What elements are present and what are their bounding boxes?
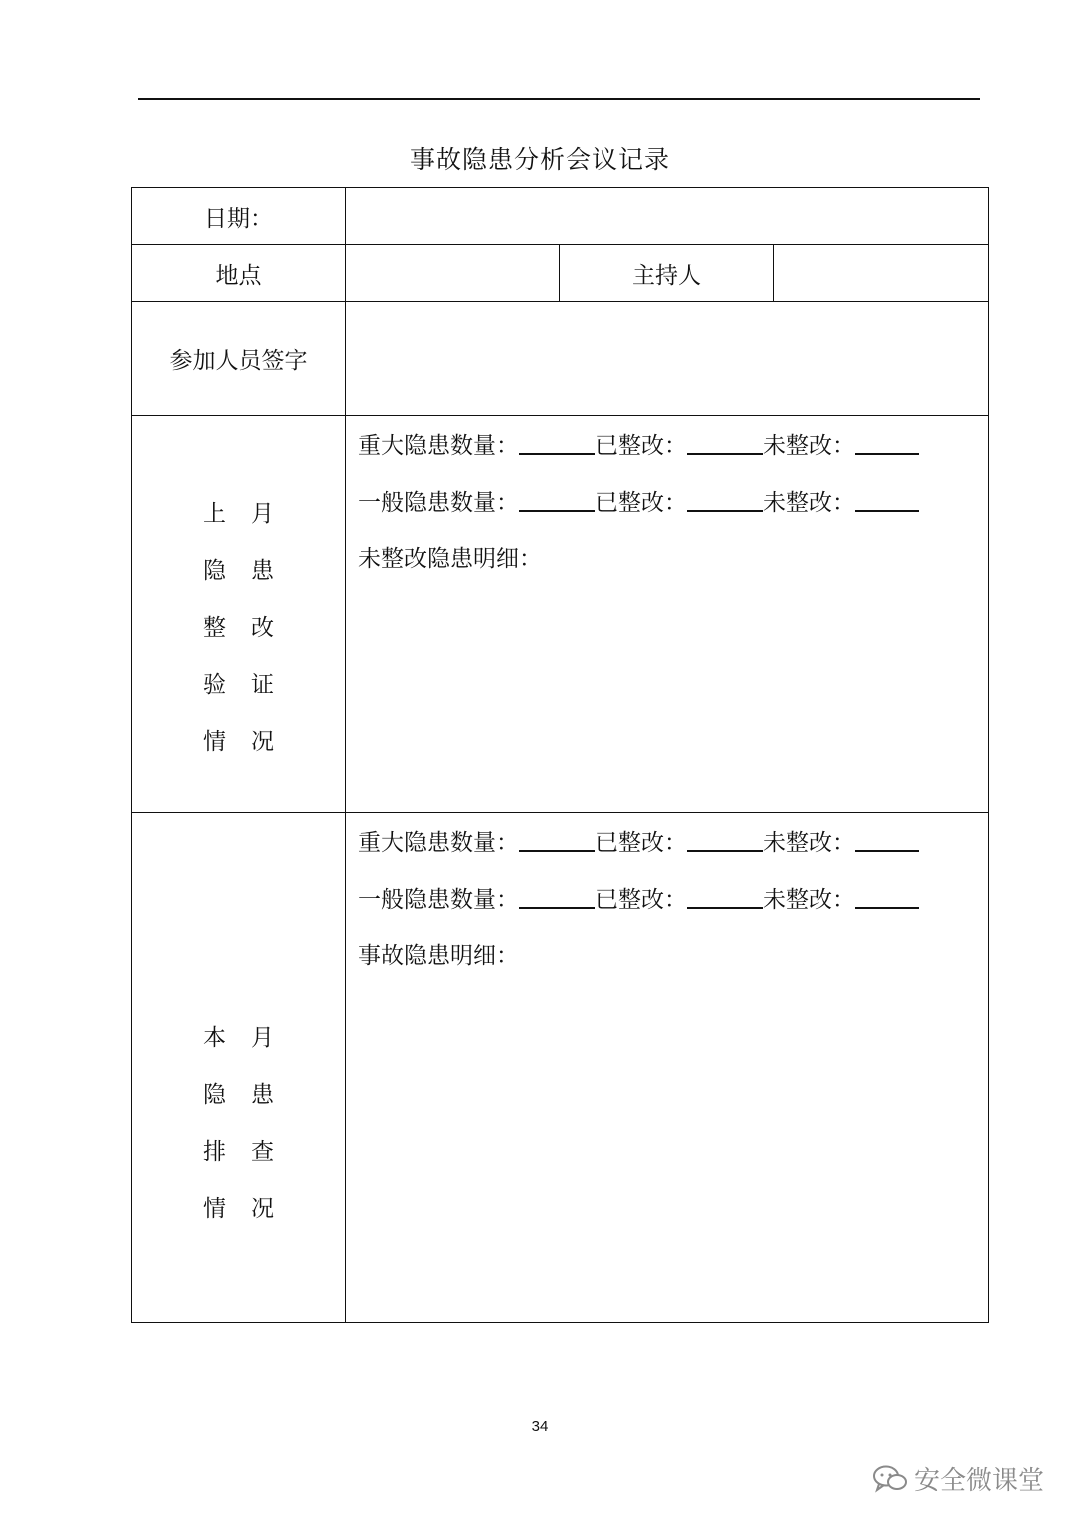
- unrectified-blank[interactable]: [855, 883, 919, 909]
- this-month-content: [346, 813, 989, 1323]
- header-rule: [138, 98, 980, 100]
- label-char: 隐: [203, 1081, 226, 1108]
- unrectified-blank[interactable]: [855, 826, 919, 852]
- attendees-label: 参加人员签字: [132, 302, 346, 416]
- label-char: 患: [251, 557, 274, 584]
- unrectified-blank[interactable]: [855, 429, 919, 455]
- label-char: 整: [203, 614, 226, 641]
- document-title: 事故隐患分析会议记录: [409, 145, 670, 174]
- unrectified-blank[interactable]: [855, 486, 919, 512]
- label-char: 排: [203, 1138, 226, 1165]
- label-char: 验: [203, 671, 226, 698]
- date-field[interactable]: [346, 188, 989, 245]
- label-char: 查: [251, 1138, 274, 1165]
- major-hazard-count-label: 重大隐患数量：: [358, 830, 519, 856]
- rectified-label: 已整改：: [595, 887, 687, 913]
- major-hazard-count-label: 重大隐患数量：: [358, 433, 519, 459]
- wechat-icon: [872, 1464, 908, 1494]
- label-char: 改: [251, 614, 274, 641]
- unrectified-label: 未整改：: [763, 490, 855, 516]
- general-hazard-count-label: 一般隐患数量：: [358, 490, 519, 516]
- location-label: 地点: [132, 245, 346, 302]
- page-number: 34: [531, 1418, 549, 1435]
- label-char: 本: [203, 1024, 226, 1051]
- rectified-blank[interactable]: [687, 429, 763, 455]
- rectified-blank[interactable]: [687, 883, 763, 909]
- host-label: 主持人: [560, 245, 774, 302]
- host-field[interactable]: [774, 245, 989, 302]
- location-field[interactable]: [346, 245, 560, 302]
- label-char: 上: [203, 500, 226, 527]
- general-hazard-count-label: 一般隐患数量：: [358, 887, 519, 913]
- rectified-blank[interactable]: [687, 826, 763, 852]
- hazard-detail-label: 事故隐患明细：: [358, 943, 519, 969]
- label-char: 月: [251, 1024, 274, 1051]
- general-hazard-line: [358, 486, 988, 543]
- unrectified-label: 未整改：: [763, 887, 855, 913]
- label-char: 情: [203, 1195, 226, 1222]
- label-char: 况: [251, 1195, 274, 1222]
- meeting-record-form: [131, 187, 989, 1323]
- watermark-text: 安全微课堂: [913, 1466, 1044, 1496]
- date-label: 日期：: [132, 188, 346, 245]
- general-hazard-count-blank[interactable]: [519, 486, 595, 512]
- major-hazard-line: [358, 826, 988, 883]
- major-hazard-count-blank[interactable]: [519, 429, 595, 455]
- unrectified-label: 未整改：: [763, 830, 855, 856]
- watermark: [872, 1460, 1044, 1497]
- rectified-label: 已整改：: [595, 433, 687, 459]
- label-char: 况: [251, 728, 274, 755]
- attendees-signature-field[interactable]: [346, 302, 989, 416]
- label-char: 月: [251, 500, 274, 527]
- major-hazard-count-blank[interactable]: [519, 826, 595, 852]
- label-char: 证: [251, 671, 274, 698]
- rectified-label: 已整改：: [595, 830, 687, 856]
- label-char: 患: [251, 1081, 274, 1108]
- label-char: 隐: [203, 557, 226, 584]
- unrectified-label: 未整改：: [763, 433, 855, 459]
- this-month-section-label: [132, 813, 346, 1323]
- general-hazard-line: [358, 883, 988, 940]
- last-month-section-label: [132, 416, 346, 813]
- last-month-content: [346, 416, 989, 813]
- rectified-label: 已整改：: [595, 490, 687, 516]
- unrectified-detail-label: 未整改隐患明细：: [358, 546, 542, 572]
- label-char: 情: [203, 728, 226, 755]
- rectified-blank[interactable]: [687, 486, 763, 512]
- major-hazard-line: [358, 429, 988, 486]
- general-hazard-count-blank[interactable]: [519, 883, 595, 909]
